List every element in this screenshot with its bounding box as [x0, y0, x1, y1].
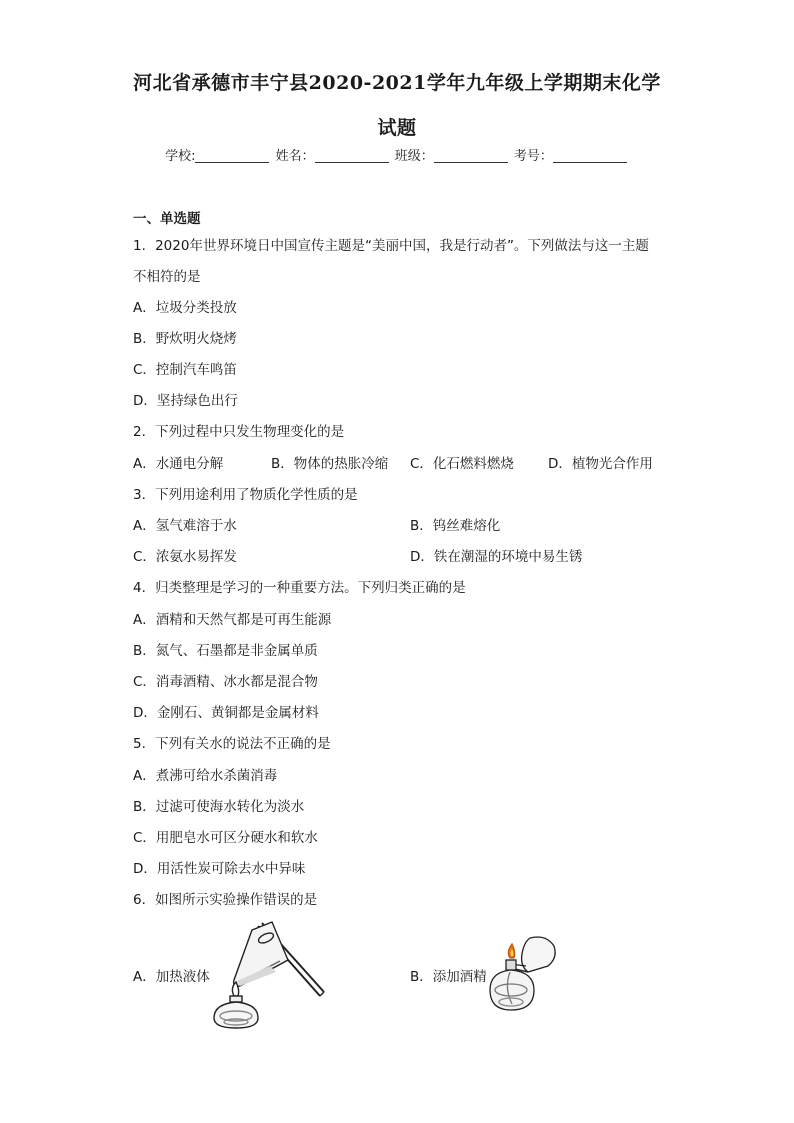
- adding-alcohol-figure: [488, 932, 558, 1014]
- class-label: 班级：: [394, 149, 434, 164]
- q4-option-c: C．消毒酒精、冰水都是混合物: [133, 674, 318, 690]
- section-heading: 一、单选题: [133, 211, 201, 227]
- q3-option-c: C．浓氨水易挥发: [133, 549, 237, 565]
- q1-option-d: D．坚持绿色出行: [133, 393, 238, 409]
- school-blank[interactable]: [195, 148, 269, 163]
- q6-option-a: A．加热液体: [133, 969, 210, 985]
- q5-option-d: D．用活性炭可除去水中异味: [133, 861, 306, 877]
- q4-option-d: D．金刚石、黄铜都是金属材料: [133, 705, 319, 721]
- page-title: 河北省承德市丰宁县2020-2021学年九年级上学期期末化学: [133, 72, 661, 94]
- question-2-stem: 2．下列过程中只发生物理变化的是: [133, 424, 345, 440]
- q2-option-b: B．物体的热胀冷缩: [271, 456, 389, 472]
- q5-option-a: A．煮沸可给水杀菌消毒: [133, 768, 278, 784]
- exam-number-blank[interactable]: [553, 148, 627, 163]
- q6-option-b: B．添加酒精: [410, 969, 487, 985]
- question-1-stem: 1．2020年世界环境日中国宣传主题是“美丽中国，我是行动者”。下列做法与这一主题: [133, 238, 649, 254]
- q1-option-c: C．控制汽车鸣笛: [133, 362, 237, 378]
- name-blank[interactable]: [315, 148, 389, 163]
- heating-liquid-figure: [210, 918, 330, 1030]
- school-label: 学校:: [165, 149, 196, 164]
- q4-option-b: B．氮气、石墨都是非金属单质: [133, 643, 318, 659]
- q2-option-d: D．植物光合作用: [548, 456, 653, 472]
- q5-option-b: B．过滤可使海水转化为淡水: [133, 799, 305, 815]
- name-label: 姓名：: [275, 149, 315, 164]
- question-4-stem: 4．归类整理是学习的一种重要方法。下列归类正确的是: [133, 580, 466, 596]
- q4-option-a: A．酒精和天然气都是可再生能源: [133, 612, 332, 628]
- q3-option-d: D．铁在潮湿的环境中易生锈: [410, 549, 583, 565]
- q3-option-b: B．钨丝难熔化: [410, 518, 501, 534]
- student-info-row: [0, 145, 794, 164]
- page-title-continued: 试题: [377, 117, 417, 139]
- q2-option-c: C．化石燃料燃烧: [410, 456, 514, 472]
- q5-option-c: C．用肥皂水可区分硬水和软水: [133, 830, 318, 846]
- exam-number-label: 考号：: [513, 149, 553, 164]
- q1-option-b: B．野炊明火烧烤: [133, 331, 237, 347]
- question-6-stem: 6．如图所示实验操作错误的是: [133, 892, 318, 908]
- question-1-stem-continued: 不相符的是: [133, 269, 201, 285]
- q2-option-a: A．水通电分解: [133, 456, 224, 472]
- class-blank[interactable]: [434, 148, 508, 163]
- q3-option-a: A．氢气难溶于水: [133, 518, 237, 534]
- question-3-stem: 3．下列用途利用了物质化学性质的是: [133, 487, 358, 503]
- question-5-stem: 5．下列有关水的说法不正确的是: [133, 736, 331, 752]
- q1-option-a: A．垃圾分类投放: [133, 300, 237, 316]
